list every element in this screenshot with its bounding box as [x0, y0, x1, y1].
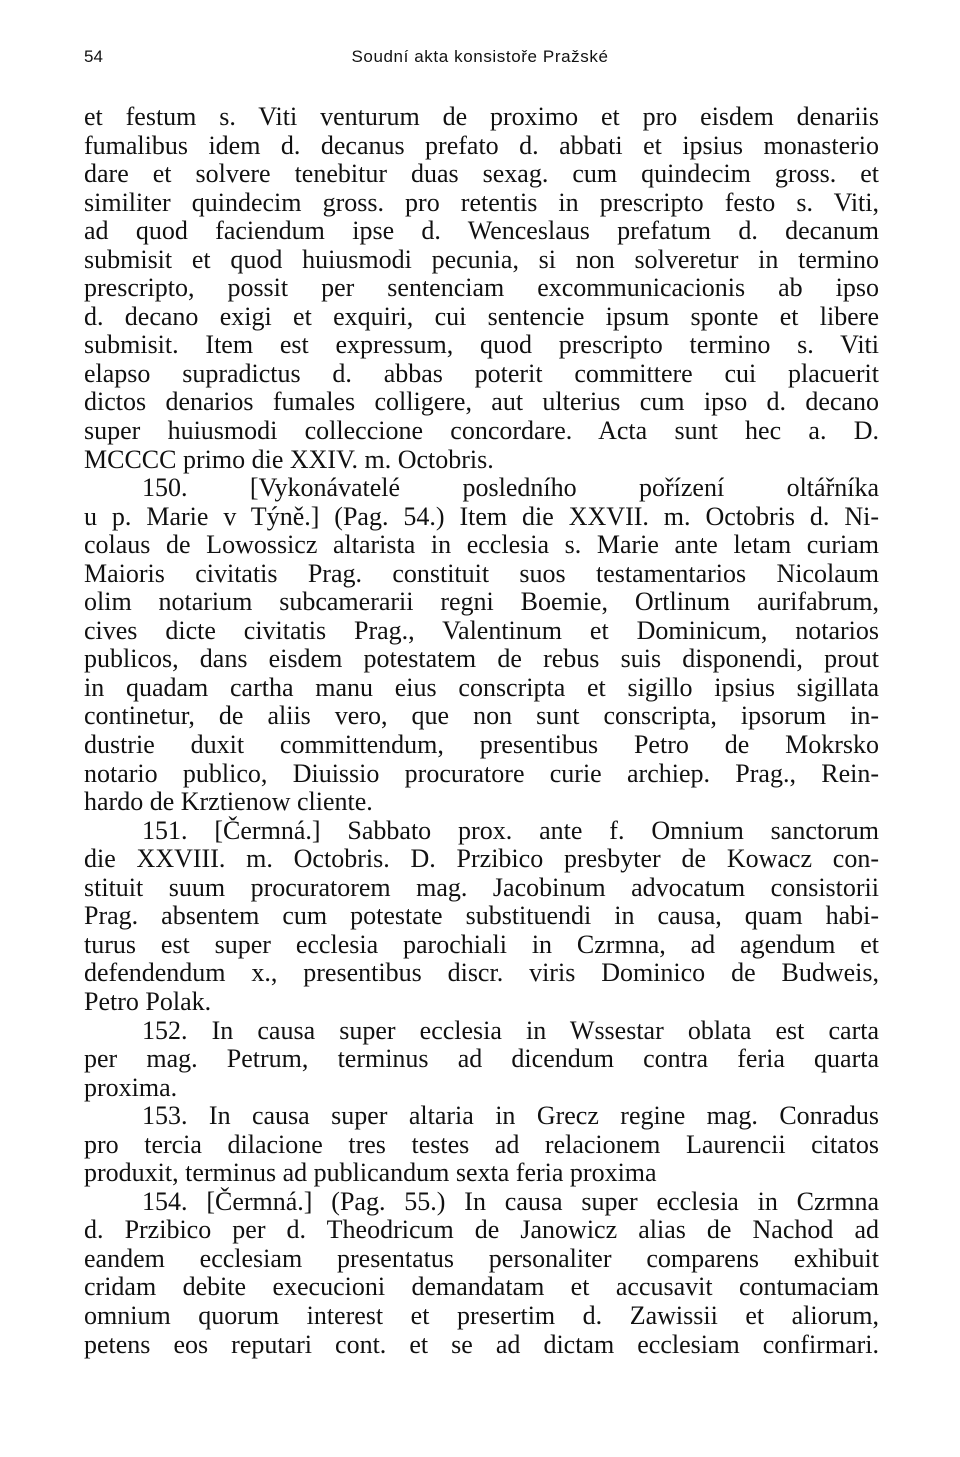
text-line: Petro Polak.: [84, 986, 212, 1016]
body-text: [84, 103, 879, 1359]
page-header: [84, 47, 876, 75]
running-title: Soudní akta konsistoře Pražské: [351, 47, 609, 66]
text-line: d. decano exigi et exquiri, cui sentencie ipsum sponte et libere: [84, 301, 879, 331]
text-line: ad quod faciendum ipse d. Wenceslaus prefatum d. decanum: [84, 216, 879, 246]
text-line: prescripto, possit per sentenciam excommunicacionis ab ipso: [84, 273, 879, 303]
text-line: submisit. Item est expressum, quod prescripto termino s. Viti: [84, 330, 879, 360]
text-line: 151. [Čermná.] Sabbato prox. ante f. Omnium sanctorum: [142, 815, 879, 845]
text-line: per mag. Petrum, terminus ad dicendum contra feria quarta: [84, 1044, 879, 1074]
text-line: 153. In causa super altaria in Grecz regine mag. Conradus: [142, 1101, 879, 1131]
text-line: stituit suum procuratorem mag. Jacobinum advocatum consistorii: [84, 872, 879, 902]
text-line: super huiusmodi colleccione concordare. Acta sunt hec a. D.: [84, 416, 879, 446]
text-line: in quadam cartha manu eius conscripta et sigillo ipsius sigillata: [84, 672, 879, 702]
text-line: submisit et quod huiusmodi pecunia, si non solveretur in termino: [84, 244, 879, 274]
text-line: notario publico, Diuissio procuratore curie archiep. Prag., Rein-: [84, 758, 879, 788]
page-number: 54: [84, 47, 103, 66]
text-line: omnium quorum interest et presertim d. Zawissii et aliorum,: [84, 1300, 879, 1330]
text-line: publicos, dans eisdem potestatem de rebus suis disponendi, prout: [84, 644, 879, 674]
text-line: 150. [Vykonávatelé posledního pořízení oltářníka: [142, 473, 879, 503]
text-line: die XXVIII. m. Octobris. D. Przibico presbyter de Kowacz con-: [84, 844, 879, 874]
text-line: fumalibus idem d. decanus prefato d. abbati et ipsius monasterio: [84, 130, 879, 160]
text-line: cridam debite execucioni demandatam et accusavit contumaciam: [84, 1272, 879, 1302]
text-line: MCCCC primo die XXIV. m. Octobris.: [84, 444, 494, 474]
text-line: elapso supradictus d. abbas poterit committere cui placuerit: [84, 358, 879, 388]
text-line: 152. In causa super ecclesia in Wssestar oblata est carta: [142, 1015, 879, 1045]
text-line: Prag. absentem cum potestate substituendi in causa, quam habi-: [84, 901, 879, 931]
text-line: dictos denarios fumales colligere, aut ulterius cum ipso d. decano: [84, 387, 879, 417]
text-line: eandem ecclesiam presentatus personaliter comparens exhibuit: [84, 1243, 879, 1273]
text-line: continetur, de aliis vero, que non sunt conscripta, ipsorum in-: [84, 701, 879, 731]
text-line: et festum s. Viti venturum de proximo et pro eisdem denariis: [84, 102, 879, 131]
text-line: hardo de Krztienow cliente.: [84, 787, 373, 817]
text-line: similiter quindecim gross. pro retentis in prescripto festo s. Viti,: [84, 187, 879, 217]
text-line: u p. Marie v Týně.] (Pag. 54.) Item die XXVII. m. Octobris d. Ni-: [84, 501, 879, 531]
text-line: dare et solvere tenebitur duas sexag. cum quindecim gross. et: [84, 159, 879, 189]
text-line: olim notarium subcamerarii regni Boemie, Ortlinum aurifabrum,: [84, 587, 879, 617]
text-line: 154. [Čermná.] (Pag. 55.) In causa super ecclesia in Czrmna: [142, 1186, 879, 1216]
text-line: produxit, terminus ad publicandum sexta feria proxima: [84, 1158, 657, 1188]
text-line: pro tercia dilacione tres testes ad relacionem Laurencii citatos: [84, 1129, 879, 1159]
text-line: Maioris civitatis Prag. constituit suos testamentarios Nicolaum: [84, 558, 879, 588]
text-line: d. Przibico per d. Theodricum de Janowicz alias de Nachod ad: [84, 1215, 879, 1245]
text-line: petens eos reputari cont. et se ad dictam ecclesiam confirmari.: [84, 1329, 879, 1359]
text-line: cives dicte civitatis Prag., Valentinum et Dominicum, notarios: [84, 615, 879, 645]
text-line: colaus de Lowossicz altarista in ecclesia s. Marie ante letam curiam: [84, 530, 879, 560]
text-line: dustrie duxit committendum, presentibus Petro de Mokrsko: [84, 730, 879, 760]
text-line: turus est super ecclesia parochiali in Czrmna, ad agendum et: [84, 929, 879, 959]
text-line: defendendum x., presentibus discr. viris Dominico de Budweis,: [84, 958, 879, 988]
text-line: proxima.: [84, 1072, 178, 1102]
